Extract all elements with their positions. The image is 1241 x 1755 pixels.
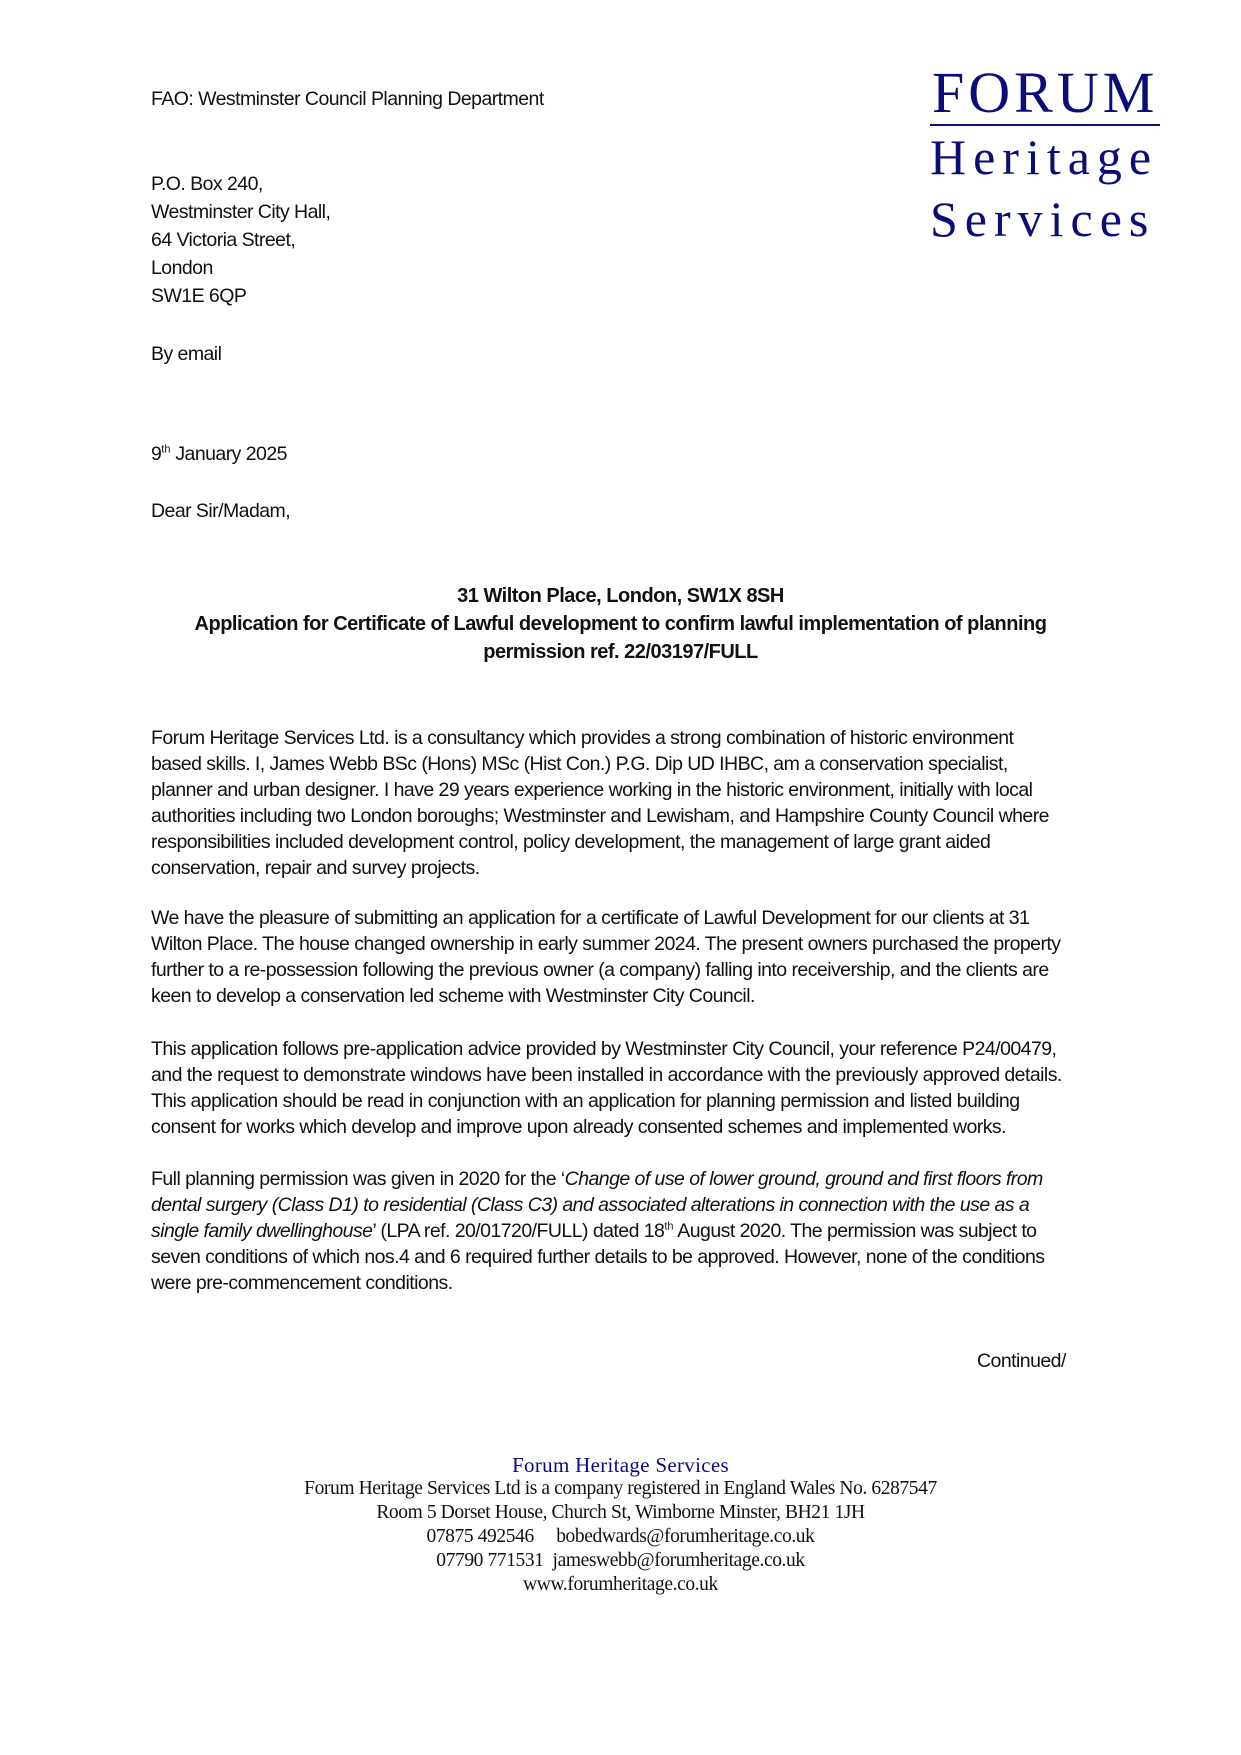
text-line: based skills. I, James Webb BSc (Hons) MSc (Hist Con.) P.G. Dip UD IHBC, am a conservation specialist,: [151, 753, 1008, 775]
footer-brand: Forum Heritage Services: [512, 1453, 729, 1477]
italic-quote: single family dwellinghouse: [151, 1220, 373, 1242]
text-segment: August 2020. The permission was subject to: [673, 1220, 1037, 1242]
text-line: conservation, repair and survey projects.: [151, 857, 480, 879]
email-link[interactable]: jameswebb@forumheritage.co.uk: [552, 1550, 805, 1571]
text-line: further to a re-possession following the previous owner (a company) falling into receivership, and the clients are: [151, 959, 1049, 981]
text-line: Forum Heritage Services Ltd. is a consultancy which provides a strong combination of historic environment: [151, 727, 1014, 749]
delivery-method: By email: [151, 343, 222, 365]
italic-quote: Change of use of lower ground, ground and first floors from: [564, 1168, 1043, 1190]
text-line: [151, 1166, 1044, 1192]
letter-date: [151, 441, 287, 467]
text-line: seven conditions of which nos.4 and 6 required further details to be approved. However, none of the conditions: [151, 1246, 1045, 1268]
logo-services: Services: [930, 191, 1156, 247]
text-line: This application should be read in conjunction with an application for planning permission and listed building: [151, 1090, 1020, 1112]
subject-heading: [0, 582, 1241, 666]
footer-address: Room 5 Dorset House, Church St, Wimborne Minster, BH21 1JH: [376, 1502, 865, 1523]
text-line: [151, 1218, 1044, 1244]
subject-line: permission ref. 22/03197/FULL: [483, 641, 758, 663]
fao-line: FAO: Westminster Council Planning Department: [151, 88, 544, 110]
paragraph-2: [151, 905, 1061, 1009]
address-line: SW1E 6QP: [151, 285, 247, 307]
text-segment: Full planning permission was given in 2020 for the ‘: [151, 1168, 565, 1190]
italic-quote: dental surgery (Class D1) to residential (Class C3) and associated alterations in connection with the use as a: [151, 1194, 1030, 1216]
address-line: London: [151, 257, 213, 279]
paragraph-4: [151, 1166, 1044, 1296]
subject-line: 31 Wilton Place, London, SW1X 8SH: [457, 585, 784, 607]
text-line: responsibilities included development control, policy development, the management of large grant aided: [151, 831, 991, 853]
letterhead-footer: [0, 1453, 1241, 1597]
paragraph-3: [151, 1036, 1062, 1140]
text-line: authorities including two London boroughs; Westminster and Lewisham, and Hampshire County Council where: [151, 805, 1049, 827]
footer-contact: [0, 1549, 1241, 1573]
footer-contact: [0, 1525, 1241, 1549]
paragraph-1: [151, 725, 1049, 881]
subject-line: Application for Certificate of Lawful development to confirm lawful implementation of planning: [194, 613, 1047, 635]
date-day: 9: [151, 443, 162, 465]
email-link[interactable]: bobedwards@forumheritage.co.uk: [556, 1526, 815, 1547]
footer-registration: Forum Heritage Services Ltd is a company registered in England Wales No. 6287547: [304, 1478, 937, 1499]
text-line: We have the pleasure of submitting an application for a certificate of Lawful Development for our clients at 31: [151, 907, 1030, 929]
website-link[interactable]: www.forumheritage.co.uk: [523, 1574, 718, 1595]
text-line: keen to develop a conservation led scheme with Westminster City Council.: [151, 985, 755, 1007]
phone-number: 07875 492546: [426, 1526, 534, 1547]
date-suffix: th: [161, 443, 171, 456]
address-line: 64 Victoria Street,: [151, 229, 296, 251]
text-line: and the request to demonstrate windows have been installed in accordance with the previously approved details.: [151, 1064, 1062, 1086]
text-line: [151, 1192, 1044, 1218]
recipient-address: [151, 170, 330, 310]
ordinal-suffix: th: [664, 1220, 674, 1233]
text-line: consent for works which develop and improve upon already consented schemes and implemented works.: [151, 1116, 1006, 1138]
date-rest: January 2025: [170, 443, 287, 465]
text-line: were pre-commencement conditions.: [151, 1272, 453, 1294]
text-line: planner and urban designer. I have 29 years experience working in the historic environment, initially with local: [151, 779, 1033, 801]
text-line: Wilton Place. The house changed ownership in early summer 2024. The present owners purchased the property: [151, 933, 1061, 955]
continued-note: Continued/: [977, 1350, 1066, 1372]
salutation: Dear Sir/Madam,: [151, 500, 291, 522]
company-logo: [930, 62, 1160, 250]
address-line: Westminster City Hall,: [151, 201, 331, 223]
text-line: This application follows pre-application advice provided by Westminster City Council, your reference P24/00479,: [151, 1038, 1057, 1060]
address-line: P.O. Box 240,: [151, 173, 263, 195]
phone-number: 07790 771531: [436, 1550, 544, 1571]
text-segment: ’ (LPA ref. 20/01720/FULL) dated 18: [372, 1220, 665, 1242]
logo-heritage: Heritage: [930, 129, 1159, 185]
logo-forum: FORUM: [932, 60, 1159, 125]
